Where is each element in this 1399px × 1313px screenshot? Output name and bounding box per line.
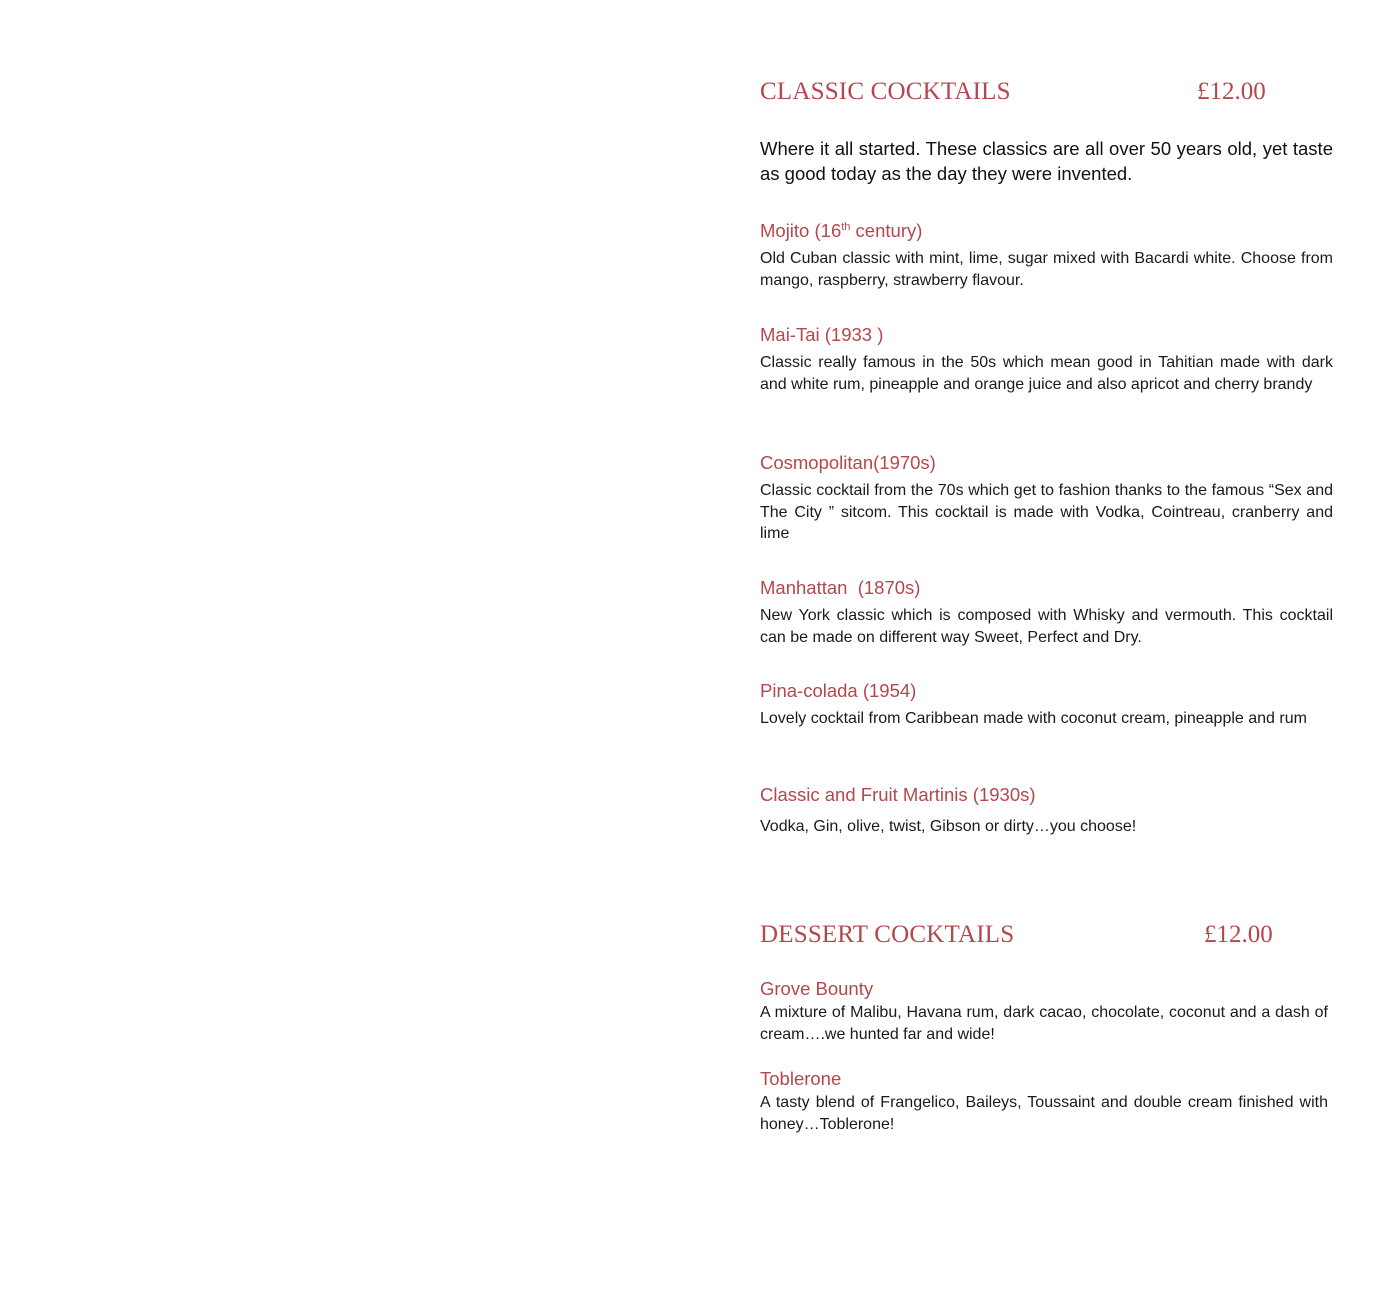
menu-item-toblerone — [760, 1067, 1333, 1135]
menu-item-pina-colada — [760, 679, 1333, 730]
classic-section-title: CLASSIC COCKTAILS — [760, 78, 1011, 105]
item-description: A tasty blend of Frangelico, Baileys, Toussaint and double cream finished with honey…Toblerone! — [760, 1094, 1328, 1133]
item-description: Vodka, Gin, olive, twist, Gibson or dirty…you choose! — [760, 818, 1137, 835]
item-name: Pina-colada (1954) — [760, 680, 917, 701]
dessert-section-header — [760, 921, 1333, 957]
item-name: Cosmopolitan(1970s) — [760, 452, 936, 473]
item-description: New York classic which is composed with Whisky and vermouth. This cocktail can be made on different way Sweet, Perfect and Dry. — [760, 607, 1333, 646]
classic-section-price: £12.00 — [1197, 78, 1266, 105]
menu-item-manhattan — [760, 576, 1333, 648]
item-name-part: Mojito (16 — [760, 220, 842, 241]
item-name-superscript: th — [841, 220, 851, 233]
item-description: Lovely cocktail from Caribbean made with coconut cream, pineapple and rum — [760, 710, 1307, 727]
item-description: A mixture of Malibu, Havana rum, dark cacao, chocolate, coconut and a dash of cream….we hunted far and wide! — [760, 1004, 1328, 1043]
dessert-section-price: £12.00 — [1204, 921, 1273, 948]
item-name: Manhattan (1870s) — [760, 577, 921, 598]
item-description: Classic really famous in the 50s which mean good in Tahitian made with dark and white rum, pineapple and orange juice and also apricot and cherry brandy — [760, 354, 1333, 393]
dessert-section-title: DESSERT COCKTAILS — [760, 921, 1015, 948]
item-description: Old Cuban classic with mint, lime, sugar mixed with Bacardi white. Choose from mango, raspberry, strawberry flavour. — [760, 250, 1333, 289]
classic-intro: Where it all started. These classics are all over 50 years old, yet taste as good today as the day they were invented. — [760, 138, 1333, 184]
menu-item-cosmopolitan — [760, 451, 1333, 545]
menu-item-martinis — [760, 783, 1333, 838]
item-name: Toblerone — [760, 1068, 842, 1089]
item-name: Mai-Tai (1933 ) — [760, 324, 884, 345]
menu-item-mojito — [760, 219, 1333, 291]
item-description: Classic cocktail from the 70s which get to fashion thanks to the famous “Sex and The City ” sitcom. This cocktail is made with Vodka, Cointreau, cranberry and lime — [760, 482, 1333, 542]
menu-item-mai-tai — [760, 323, 1333, 395]
menu-item-grove-bounty — [760, 977, 1333, 1045]
item-name: Classic and Fruit Martinis (1930s) — [760, 784, 1036, 805]
item-name — [760, 219, 1333, 243]
item-name-part: century) — [850, 220, 923, 241]
item-name: Grove Bounty — [760, 978, 874, 999]
classic-section-header — [760, 78, 1333, 114]
